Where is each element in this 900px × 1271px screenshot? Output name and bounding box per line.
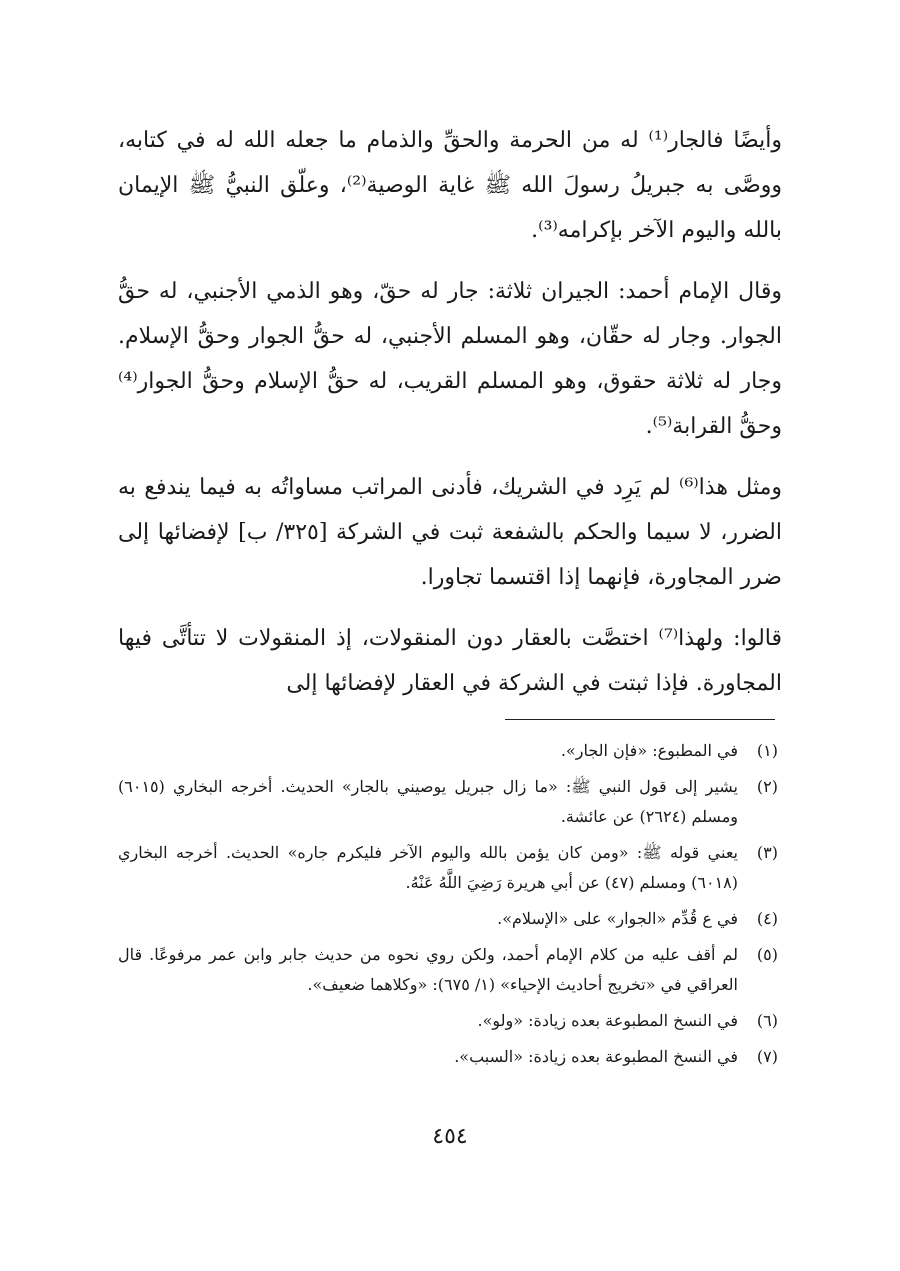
paragraph: وقال الإمام أحمد: الجيران ثلاثة: جار له حقّ، وهو الذمي الأجنبي، له حقُّ الجوار. وجار له حقّان، وهو المسلم الأجنبي، له حقُّ الجوار وحقُّ الإسلام. وجار له ثلاثة حقوق، وهو المسلم القريب، له حقُّ الإسلام وحقُّ الجوار⁽⁴⁾ وحقُّ القرابة⁽⁵⁾. — [118, 279, 782, 439]
paragraph: قالوا: ولهذا⁽⁷⁾ اختصَّت بالعقار دون المنقولات، إذ المنقولات لا تتأتَّى فيها المجاورة. فإذا ثبتت في الشركة في العقار لإفضائها إلى — [118, 626, 782, 696]
footnote-number: (٦) — [756, 1011, 778, 1030]
footnote-number: (٤) — [756, 909, 778, 928]
footnote-separator — [505, 719, 775, 720]
footnote — [118, 838, 778, 898]
footnote-text: في النسخ المطبوعة بعده زيادة: «السبب». — [454, 1047, 738, 1066]
main-text — [118, 118, 782, 722]
footnote-text: لم أقف عليه من كلام الإمام أحمد، ولكن روي نحوه من حديث جابر وابن عمر مرفوعًا. قال العراقي في «تخريج أحاديث الإحياء» (١/ ٦٧٥): «وكلاهما ضعيف». — [118, 945, 738, 994]
footnote-number: (٣) — [756, 843, 778, 862]
footnote-text: في ع قُدِّم «الجوار» على «الإسلام». — [497, 909, 738, 928]
footnote-text: في النسخ المطبوعة بعده زيادة: «ولو». — [477, 1011, 738, 1030]
footnote — [118, 772, 778, 832]
paragraph: وأيضًا فالجار⁽¹⁾ له من الحرمة والحقِّ والذمام ما جعله الله له في كتابه، ووصَّى به جبريلُ رسولَ الله ﷺ غاية الوصية⁽²⁾، وعلّق النبيُّ ﷺ الإيمان بالله واليوم الآخر بإكرامه⁽³⁾. — [118, 128, 782, 243]
footnote-number: (٧) — [756, 1047, 778, 1066]
footnote — [118, 904, 778, 934]
footnote-number: (٥) — [756, 945, 778, 964]
page-number: ٤٥٤ — [432, 1124, 468, 1149]
footnote — [118, 1006, 778, 1036]
footnote — [118, 940, 778, 1000]
footnote-text: في المطبوع: «فإن الجار». — [560, 741, 738, 760]
footnote-text: يشير إلى قول النبي ﷺ: «ما زال جبريل يوصيني بالجار» الحديث. أخرجه البخاري (٦٠١٥) ومسلم (٢٦٢٤) عن عائشة. — [118, 777, 738, 826]
footnote — [118, 1042, 778, 1072]
paragraph: ومثل هذا⁽⁶⁾ لم يَرِد في الشريك، فأدنى المراتب مساواتُه به فيما يندفع به الضرر، لا سيما والحكم بالشفعة ثبت في الشركة [٣٢٥/ ب] لإفضائها إلى ضرر المجاورة، فإنهما إذا اقتسما تجاورا. — [118, 475, 782, 590]
footnote — [118, 736, 778, 766]
footnote-number: (٢) — [756, 777, 778, 796]
footnote-number: (١) — [756, 741, 778, 760]
footnote-text: يعني قوله ﷺ: «ومن كان يؤمن بالله واليوم الآخر فليكرم جاره» الحديث. أخرجه البخاري (٦٠١٨) ومسلم (٤٧) عن أبي هريرة رَضِيَ اللَّهُ عَنْهُ. — [118, 843, 738, 892]
footnotes — [118, 736, 778, 1078]
